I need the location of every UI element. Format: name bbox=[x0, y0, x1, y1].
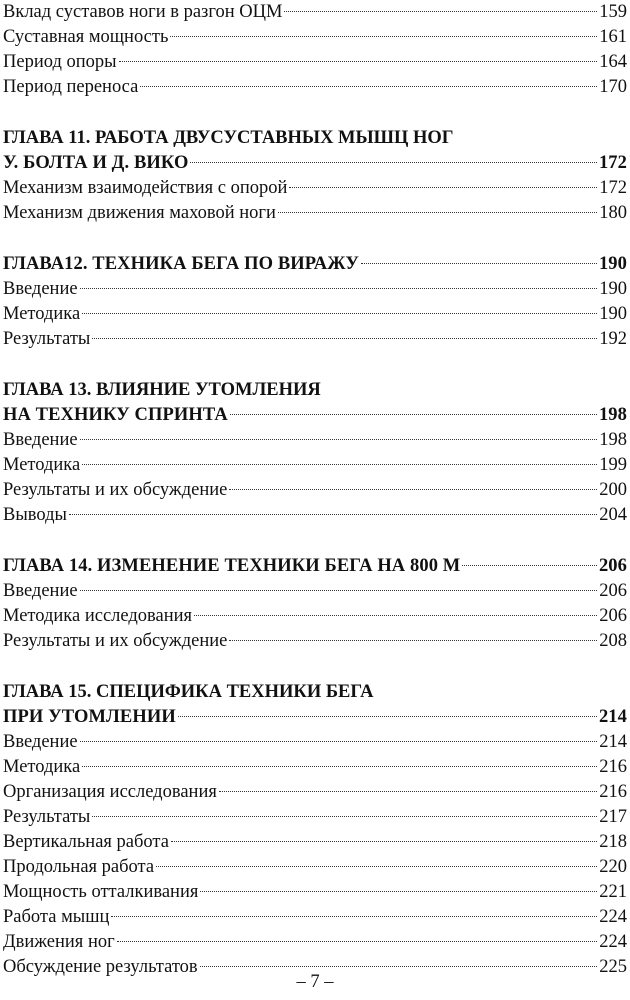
dot-leader bbox=[190, 162, 597, 163]
toc-entry-title: Методика исследования bbox=[3, 606, 193, 626]
toc-entry-title: У. БОЛТА И Д. ВИКО bbox=[3, 153, 189, 173]
toc-entry-page-number: 161 bbox=[599, 27, 627, 47]
toc-entry-page-number: 206 bbox=[598, 556, 627, 576]
toc-entry[interactable] bbox=[3, 0, 627, 25]
toc-entry[interactable] bbox=[3, 176, 627, 201]
toc-entry-page-number: 172 bbox=[599, 178, 627, 198]
dot-leader bbox=[92, 816, 597, 817]
toc-entry-title: Период опоры bbox=[3, 52, 117, 72]
toc-entry-title: Обсуждение результатов bbox=[3, 957, 198, 977]
toc-entry-title: Введение bbox=[3, 279, 78, 299]
dot-leader bbox=[278, 212, 597, 213]
section-gap bbox=[3, 352, 627, 378]
toc-entry-title: Выводы bbox=[3, 505, 67, 525]
toc-entry-title: Введение bbox=[3, 430, 78, 450]
toc-entry-title: Вертикальная работа bbox=[3, 832, 169, 852]
toc-entry-title: ПРИ УТОМЛЕНИИ bbox=[3, 707, 176, 727]
toc-entry[interactable] bbox=[3, 855, 627, 880]
toc-chapter-entry[interactable] bbox=[3, 252, 627, 277]
toc-entry-title: Суставная мощность bbox=[3, 27, 169, 47]
dot-leader bbox=[156, 866, 597, 867]
toc-chapter-entry[interactable] bbox=[3, 554, 627, 579]
dot-leader bbox=[69, 514, 597, 515]
dot-leader bbox=[140, 86, 597, 87]
dot-leader bbox=[82, 313, 597, 314]
chapter-heading: ГЛАВА 13. ВЛИЯНИЕ УТОМЛЕНИЯ bbox=[3, 380, 321, 400]
toc-entry-page-number: 206 bbox=[599, 606, 627, 626]
toc-entry-page-number: 204 bbox=[599, 505, 627, 525]
toc-entry-title: Механизм движения маховой ноги bbox=[3, 203, 276, 223]
toc-chapter-entry[interactable] bbox=[3, 705, 627, 730]
toc-entry[interactable] bbox=[3, 629, 627, 654]
toc-chapter-entry[interactable] bbox=[3, 403, 627, 428]
chapter-heading: ГЛАВА 11. РАБОТА ДВУСУСТАВНЫХ МЫШЦ НОГ bbox=[3, 128, 454, 148]
toc-entry[interactable] bbox=[3, 780, 627, 805]
toc-entry[interactable] bbox=[3, 905, 627, 930]
toc-entry[interactable] bbox=[3, 75, 627, 100]
dot-leader bbox=[229, 640, 597, 641]
dot-leader bbox=[170, 36, 597, 37]
toc-entry[interactable] bbox=[3, 25, 627, 50]
toc-entry-page-number: 221 bbox=[599, 882, 627, 902]
toc-entry-title: Методика bbox=[3, 304, 81, 324]
toc-entry-page-number: 180 bbox=[599, 203, 627, 223]
toc-entry-page-number: 159 bbox=[599, 2, 627, 22]
section-gap bbox=[3, 100, 627, 126]
toc-entry-title: Результаты и их обсуждение bbox=[3, 631, 228, 651]
toc-entry[interactable] bbox=[3, 428, 627, 453]
toc-entry-page-number: 214 bbox=[599, 732, 627, 752]
toc-entry-page-number: 224 bbox=[599, 932, 627, 952]
toc-entry[interactable] bbox=[3, 201, 627, 226]
toc-entry[interactable] bbox=[3, 277, 627, 302]
toc-entry-title: Работа мышц bbox=[3, 907, 110, 927]
section-gap bbox=[3, 528, 627, 554]
toc-entry-page-number: 190 bbox=[599, 304, 627, 324]
dot-leader bbox=[289, 187, 597, 188]
dot-leader bbox=[230, 414, 597, 415]
dot-leader bbox=[229, 489, 597, 490]
table-of-contents bbox=[3, 0, 627, 980]
toc-entry-title: Результаты bbox=[3, 807, 91, 827]
dot-leader bbox=[194, 615, 597, 616]
toc-entry-title: Мощность отталкивания bbox=[3, 882, 199, 902]
toc-entry-page-number: 208 bbox=[599, 631, 627, 651]
toc-entry-page-number: 224 bbox=[599, 907, 627, 927]
toc-entry-page-number: 200 bbox=[599, 480, 627, 500]
toc-entry-page-number: 192 bbox=[599, 329, 627, 349]
toc-entry[interactable] bbox=[3, 327, 627, 352]
dot-leader bbox=[361, 263, 597, 264]
toc-entry-page-number: 218 bbox=[599, 832, 627, 852]
toc-entry[interactable] bbox=[3, 453, 627, 478]
toc-entry[interactable] bbox=[3, 302, 627, 327]
toc-entry[interactable] bbox=[3, 930, 627, 955]
dot-leader bbox=[200, 966, 598, 967]
toc-chapter-entry[interactable] bbox=[3, 151, 627, 176]
dot-leader bbox=[80, 741, 598, 742]
toc-entry-page-number: 216 bbox=[599, 757, 627, 777]
dot-leader bbox=[82, 464, 597, 465]
toc-entry-title: Вклад суставов ноги в разгон ОЦМ bbox=[3, 2, 283, 22]
toc-entry[interactable] bbox=[3, 830, 627, 855]
dot-leader bbox=[462, 565, 597, 566]
toc-entry-title: ГЛАВА 14. ИЗМЕНЕНИЕ ТЕХНИКИ БЕГА НА 800 М bbox=[3, 556, 461, 576]
page-number: – 7 – bbox=[296, 972, 334, 992]
dot-leader bbox=[178, 716, 597, 717]
toc-entry[interactable] bbox=[3, 50, 627, 75]
toc-entry-title: Введение bbox=[3, 581, 78, 601]
toc-entry[interactable] bbox=[3, 730, 627, 755]
toc-entry-page-number: 199 bbox=[599, 455, 627, 475]
toc-entry-title: Результаты bbox=[3, 329, 91, 349]
toc-entry-page-number: 190 bbox=[598, 254, 627, 274]
dot-leader bbox=[80, 439, 598, 440]
toc-entry-title: ГЛАВА12. ТЕХНИКА БЕГА ПО ВИРАЖУ bbox=[3, 254, 360, 274]
toc-entry-page-number: 190 bbox=[599, 279, 627, 299]
toc-entry[interactable] bbox=[3, 503, 627, 528]
toc-entry-page-number: 216 bbox=[599, 782, 627, 802]
toc-entry[interactable] bbox=[3, 755, 627, 780]
toc-entry-title: Механизм взаимодействия с опорой bbox=[3, 178, 288, 198]
toc-entry[interactable] bbox=[3, 579, 627, 604]
toc-entry-page-number: 198 bbox=[598, 405, 627, 425]
dot-leader bbox=[92, 338, 597, 339]
toc-entry-title: Методика bbox=[3, 757, 81, 777]
toc-entry-page-number: 217 bbox=[599, 807, 627, 827]
dot-leader bbox=[219, 791, 597, 792]
dot-leader bbox=[119, 61, 598, 62]
toc-entry-page-number: 164 bbox=[599, 52, 627, 72]
dot-leader bbox=[284, 11, 597, 12]
toc-entry-page-number: 220 bbox=[599, 857, 627, 877]
toc-entry-title: Организация исследования bbox=[3, 782, 217, 802]
toc-entry-page-number: 206 bbox=[599, 581, 627, 601]
dot-leader bbox=[200, 891, 597, 892]
toc-entry-title: Продольная работа bbox=[3, 857, 155, 877]
toc-entry[interactable] bbox=[3, 805, 627, 830]
toc-entry[interactable] bbox=[3, 604, 627, 629]
toc-entry-title: НА ТЕХНИКУ СПРИНТА bbox=[3, 405, 228, 425]
dot-leader bbox=[117, 941, 598, 942]
toc-entry-page-number: 225 bbox=[599, 957, 627, 977]
toc-entry-title: Движения ног bbox=[3, 932, 115, 952]
section-gap bbox=[3, 654, 627, 680]
toc-entry-page-number: 170 bbox=[599, 77, 627, 97]
dot-leader bbox=[82, 766, 597, 767]
dot-leader bbox=[111, 916, 597, 917]
toc-entry-title: Методика bbox=[3, 455, 81, 475]
dot-leader bbox=[80, 590, 598, 591]
toc-entry-title: Период переноса bbox=[3, 77, 139, 97]
toc-entry-page-number: 198 bbox=[599, 430, 627, 450]
toc-entry-title: Введение bbox=[3, 732, 78, 752]
toc-entry[interactable] bbox=[3, 478, 627, 503]
toc-entry-page-number: 172 bbox=[598, 153, 627, 173]
section-gap bbox=[3, 226, 627, 252]
dot-leader bbox=[171, 841, 597, 842]
chapter-heading: ГЛАВА 15. СПЕЦИФИКА ТЕХНИКИ БЕГА bbox=[3, 682, 374, 702]
toc-entry-page-number: 214 bbox=[598, 707, 627, 727]
toc-entry[interactable] bbox=[3, 880, 627, 905]
dot-leader bbox=[80, 288, 598, 289]
toc-entry-title: Результаты и их обсуждение bbox=[3, 480, 228, 500]
